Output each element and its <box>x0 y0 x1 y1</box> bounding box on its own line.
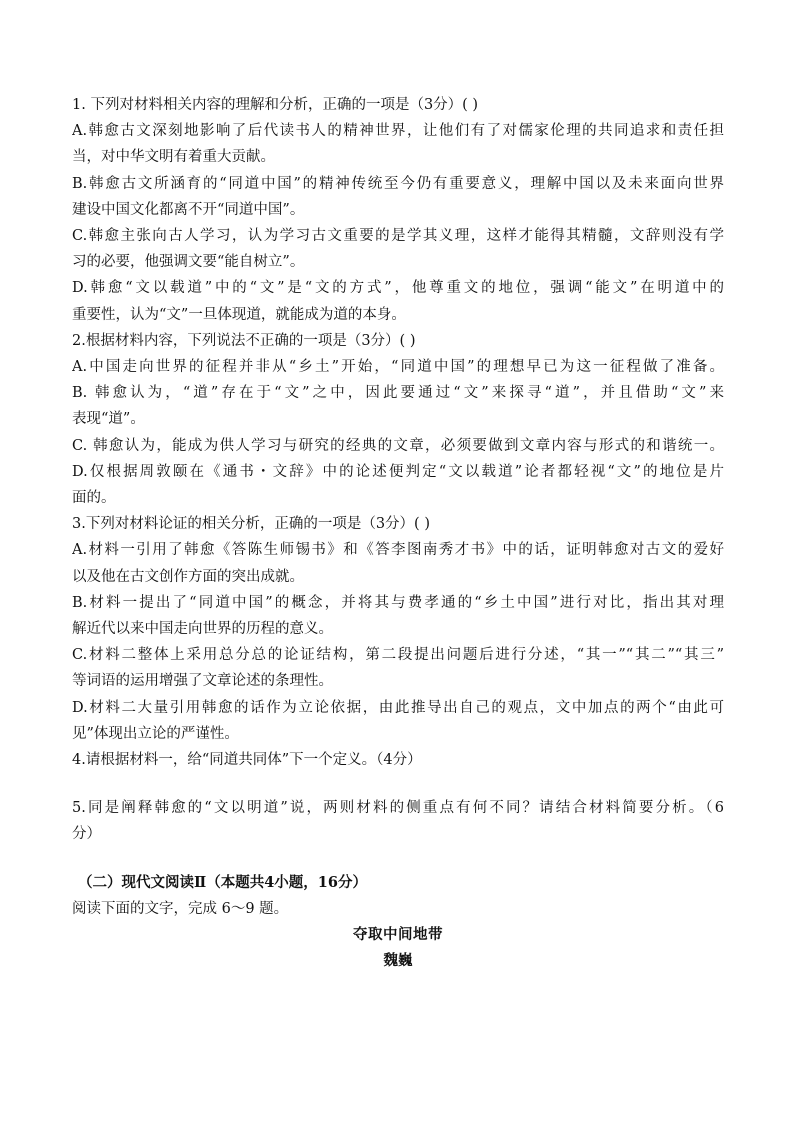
section-heading: （二）现代文阅读Ⅱ（本题共4小题，16分） <box>78 873 367 891</box>
question-3-option-a-line-1: A.材料一引用了韩愈《答陈生师锡书》和《答李图南秀才书》中的话，证明韩愈对古文的爱好 <box>72 542 724 559</box>
question-2-option-a-line-1: A.中国走向世界的征程并非从“乡土”开始，“同道中国”的理想早已为这一征程做了准备。 <box>72 359 724 376</box>
question-2-option-c-line-1: C. 韩愈认为，能成为供人学习与研究的经典的文章，必须要做到文章内容与形式的和谐统一。 <box>72 437 724 454</box>
question-1-stem: 1. 下列对材料相关内容的理解和分析，正确的一项是（3分）( ) <box>72 97 479 113</box>
question-3-option-a-line-2: 以及他在古文创作方面的突出成就。 <box>72 568 304 585</box>
question-1-option-d-line-1: D.韩愈“文以载道”中的“文”是“文的方式”，他尊重文的地位，强调“能文”在明道中的 <box>72 280 724 297</box>
question-1-option-c-line-1: C.韩愈主张向古人学习，认为学习古文重要的是学其义理，这样才能得其精髓，文辞则没有学 <box>72 228 724 245</box>
section-instruction: 阅读下面的文字，完成 6～9 题。 <box>72 900 289 917</box>
question-1-option-a-line-1: A.韩愈古文深刻地影响了后代读书人的精神世界，让他们有了对儒家伦理的共同追求和责任担 <box>72 123 724 140</box>
question-4-stem: 4.请根据材料一，给“同道共同体”下一个定义。（4分） <box>72 752 422 769</box>
question-1-option-b-line-2: 建设中国文化都离不开“同道中国”。 <box>72 201 305 218</box>
question-1-option-a-line-2: 当，对中华文明有着重大贡献。 <box>72 149 275 166</box>
question-2-stem: 2.根据材料内容，下列说法不正确的一项是（3分）( ) <box>72 332 416 349</box>
article-title: 夺取中间地带 <box>353 926 443 944</box>
question-2-option-b-line-1: B. 韩愈认为，“道”存在于“文”之中，因此要通过“文”来探寻“道”，并且借助“文”来 <box>72 385 724 402</box>
document-page <box>72 92 724 975</box>
question-5-stem-line-2: 分） <box>72 826 101 843</box>
question-1-option-b-line-1: B.韩愈古文所涵育的“同道中国”的精神传统至今仍有重要意义，理解中国以及未来面向世界 <box>72 175 724 192</box>
question-2-option-d-line-1: D.仅根据周敦颐在《通书・文辞》中的论述便判定“文以载道”论者都轻视“文”的地位是片 <box>72 463 724 480</box>
question-2-option-b-line-2: 表现“道”。 <box>72 411 145 428</box>
question-3-option-c-line-2: 等词语的运用增强了文章论述的条理性。 <box>72 673 333 690</box>
question-5-stem-line-1: 5.同是阐释韩愈的“文以明道”说，两则材料的侧重点有何不同？请结合材料简要分析。（6 <box>72 800 724 817</box>
article-author: 魏巍 <box>383 952 413 970</box>
question-3-stem: 3.下列对材料论证的相关分析，正确的一项是（3分）( ) <box>72 516 430 533</box>
question-1-option-c-line-2: 习的必要，他强调文要“能自树立”。 <box>72 254 305 271</box>
question-3-option-b-line-2: 解近代以来中国走向世界的历程的意义。 <box>72 621 333 638</box>
answer-space-question-5 <box>72 848 724 870</box>
question-3-option-d-line-1: D.材料二大量引用韩愈的话作为立论依据，由此推导出自己的观点，文中加点的两个“由此可 <box>72 699 724 716</box>
question-3-option-b-line-1: B.材料一提出了“同道中国”的概念，并将其与费孝通的“乡土中国”进行对比，指出其对理 <box>72 594 724 611</box>
question-3-option-c-line-1: C.材料二整体上采用总分总的论证结构，第二段提出问题后进行分述，“其一”“其二”“其三” <box>72 647 724 664</box>
question-3-option-d-line-2: 见”体现出立论的严谨性。 <box>72 725 239 742</box>
answer-space-question-4 <box>72 773 724 795</box>
question-1-option-d-line-2: 重要性，认为“文”一旦体现道，就能成为道的本身。 <box>72 306 406 323</box>
question-2-option-d-line-2: 面的。 <box>72 490 116 507</box>
